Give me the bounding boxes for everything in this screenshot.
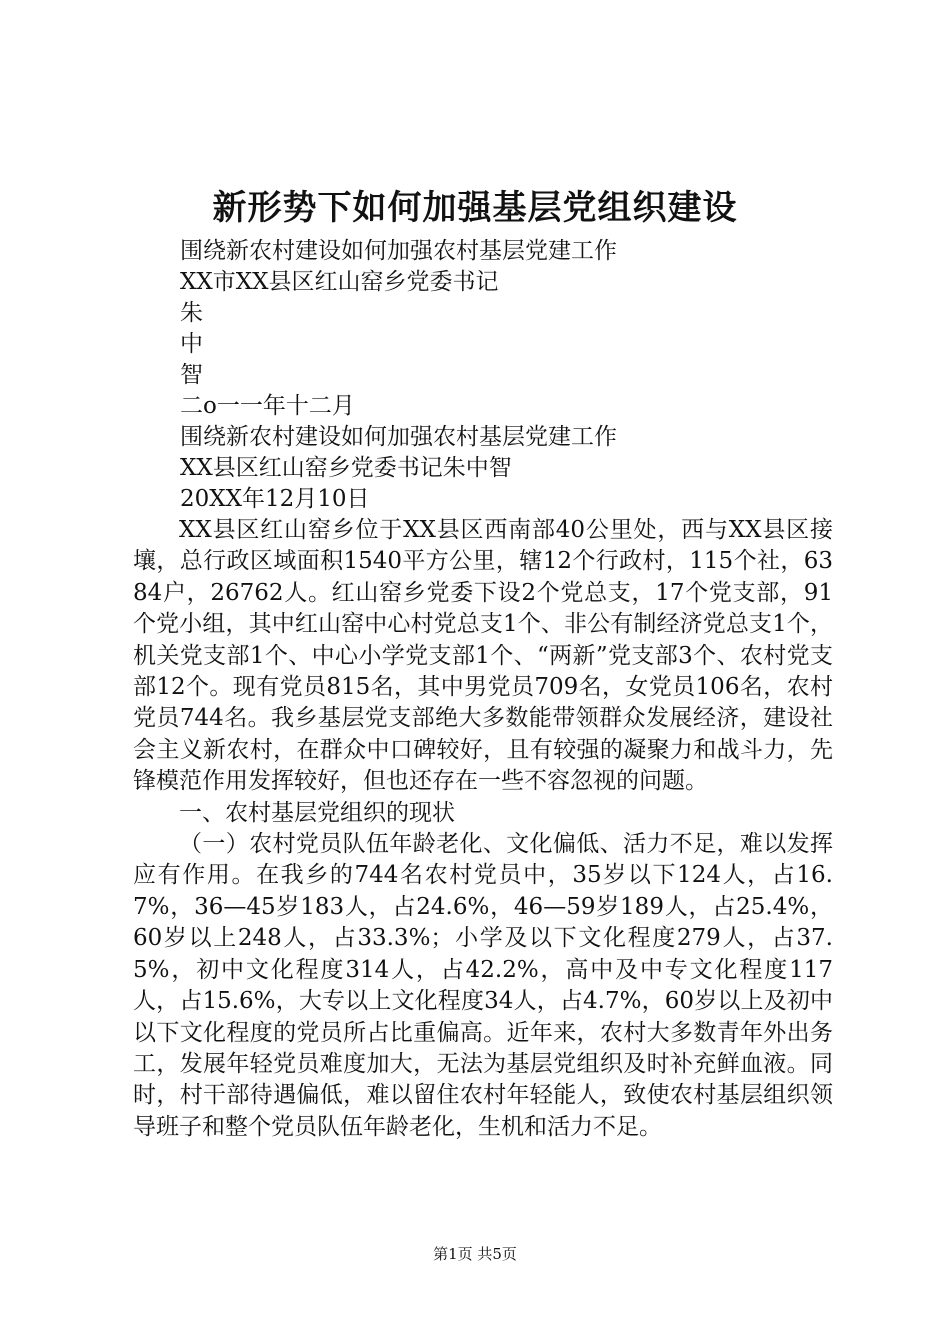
meta-line: XX市XX县区红山窑乡党委书记 <box>180 269 499 295</box>
meta-line: 智 <box>180 362 203 388</box>
meta-line: 二o一一年十二月 <box>180 393 355 419</box>
meta-line: 朱 <box>180 300 203 326</box>
meta-line: 围绕新农村建设如何加强农村基层党建工作 <box>180 238 617 264</box>
meta-line: 围绕新农村建设如何加强农村基层党建工作 <box>180 424 617 450</box>
document-title: 新形势下如何加强基层党组织建设 <box>212 188 738 228</box>
document-meta-block <box>180 236 860 515</box>
document-body <box>133 515 833 1143</box>
meta-line: 20XX年12月10日 <box>180 486 370 512</box>
body-paragraph: XX县区红山窑乡位于XX县区西南部40公里处，西与XX县区接壤，总行政区域面积1540平方公里，辖12个行政村，115个社，6384户，26762人。红山窑乡党委下设2个党总支，17个党支部，91个党小组，其中红山窑中心村党总支1个、非公有制经济党总支1个，机关党支部1个、中心小学党支部1个、“两新”党支部3个、农村党支部12个。现有党员815名，其中男党员709名，女党员106名，农村党员744名。我乡基层党支部绝大多数能带领群众发展经济，建设社会主义新农村，在群众中口碑较好，且有较强的凝聚力和战斗力，先锋模范作用发挥较好，但也还存在一些不容忽视的问题。 <box>133 517 833 795</box>
body-paragraph: （一）农村党员队伍年龄老化、文化偏低、活力不足，难以发挥应有作用。在我乡的744名农村党员中，35岁以下124人，占16.7%，36—45岁183人，占24.6%，46—59岁189人，占25.4%，60岁以上248人，占33.3%；小学及以下文化程度279人，占37.5%，初中文化程度314人，占42.2%，高中及中专文化程度117人，占15.6%，大专以上文化程度34人，占4.7%，60岁以上及初中以下文化程度的党员所占比重偏高。近年来，农村大多数青年外出务工，发展年轻党员难度加大，无法为基层党组织及时补充鲜血液。同时，村干部待遇偏低，难以留住农村年轻能人，致使农村基层组织领导班子和整个党员队伍年龄老化，生机和活力不足。 <box>133 831 833 1140</box>
meta-line: XX县区红山窑乡党委书记朱中智 <box>180 455 512 481</box>
page-footer: 第1页 共5页 <box>433 1245 517 1263</box>
section-heading: 一、农村基层党组织的现状 <box>179 799 455 826</box>
meta-line: 中 <box>180 331 203 357</box>
